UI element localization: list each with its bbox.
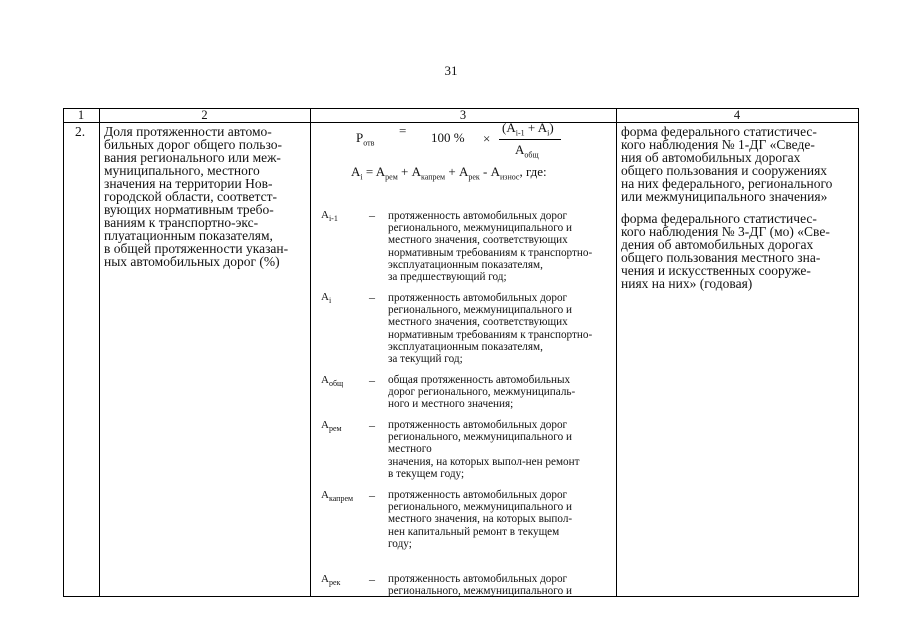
definition-text: протяженность автомобильных дорог регионального, межмуниципального и местного значения, соответствующих нормативным требованиям к транспортно- эксплуатационным показателям, за текущий год; bbox=[388, 292, 593, 366]
formula-subscript: капрем bbox=[421, 172, 446, 182]
definition-symbol: $A_{общ}$ bbox=[321, 374, 344, 389]
definition-dash: – bbox=[369, 488, 375, 502]
formula-symbol: + A bbox=[445, 164, 469, 179]
table-border-right bbox=[858, 108, 859, 597]
formula-symbol: P bbox=[356, 130, 364, 145]
definition-dash: – bbox=[369, 418, 375, 432]
column-header: 1 bbox=[77, 108, 85, 122]
fraction-line bbox=[499, 139, 561, 140]
definition-dash: – bbox=[369, 373, 375, 387]
page-number: 31 bbox=[444, 63, 458, 78]
formula-subscript: износ bbox=[500, 172, 520, 182]
formula-symbol: = A bbox=[362, 164, 386, 179]
formula-equals: = bbox=[399, 123, 407, 138]
formula-symbol: A bbox=[351, 164, 361, 179]
formula-subscript: рек bbox=[468, 172, 480, 182]
formula-symbol: + A bbox=[397, 164, 421, 179]
definition-symbol: $A_i$ bbox=[321, 291, 332, 306]
column-divider bbox=[99, 108, 100, 597]
data-source: форма федерального статистичес- кого наблюдения № 3-ДГ (мо) «Све- дения об автомобильных дорогах общего пользования местного зна- чения и искусственных сооруже- ниях на них» (годовая) bbox=[621, 211, 830, 291]
formula-times: × bbox=[483, 131, 491, 146]
formula-subscript: i-1 bbox=[515, 128, 525, 138]
definition-text: протяженность автомобильных дорог регионального, межмуниципального и местного значения, на которых выпол- нен капитальный ремонт в текущем году; bbox=[388, 489, 573, 550]
formula-subscript: отв bbox=[363, 138, 375, 148]
formula-components bbox=[351, 164, 547, 182]
formula-symbol: A bbox=[515, 142, 525, 157]
definition-text: протяженность автомобильных дорог регионального, межмуниципального и bbox=[388, 573, 572, 598]
column-header: 3 bbox=[459, 108, 467, 122]
formula-denominator bbox=[515, 142, 539, 160]
definition-text: общая протяженность автомобильных дорог регионального, межмуниципаль- ного и местного значения; bbox=[388, 374, 576, 411]
definition-dash: – bbox=[369, 572, 375, 586]
definition-symbol: $A_{капрем}$ bbox=[321, 489, 354, 504]
formula-symbol: - A bbox=[479, 164, 500, 179]
table-border-left bbox=[63, 108, 64, 597]
formula-percent: 100 % bbox=[431, 130, 465, 145]
column-header: 4 bbox=[733, 108, 741, 122]
formula-symbol: (A bbox=[502, 120, 516, 135]
definition-symbol: $A_{рек}$ bbox=[321, 573, 341, 588]
formula-subscript: i bbox=[360, 172, 363, 182]
formula-numerator bbox=[502, 120, 554, 138]
formula-symbol: + A bbox=[524, 120, 548, 135]
formula-symbol: , где: bbox=[519, 164, 547, 179]
header-divider bbox=[63, 122, 859, 123]
data-source: форма федерального статистичес- кого наблюдения № 1-ДГ «Сведе- ния об автомобильных дорогах общего пользования и сооружениях на них федерального, регионального или межмуниципального значения» bbox=[621, 124, 833, 204]
column-divider bbox=[310, 108, 311, 597]
column-header: 2 bbox=[201, 108, 208, 122]
indicator-table bbox=[63, 108, 859, 597]
formula-subscript: i bbox=[547, 128, 550, 138]
definition-text: протяженность автомобильных дорог регионального, межмуниципального и местного значения, соответствующих нормативным требованиям к транспортно- эксплуатационным показателям, за предшествующий год; bbox=[388, 210, 593, 284]
definition-text: протяженность автомобильных дорог регионального, межмуниципального и местного значения, на которых выпол-нен ремонт в текущем году; bbox=[388, 419, 580, 480]
formula-subscript: общ bbox=[524, 150, 539, 160]
definition-symbol: $A_{i-1}$ bbox=[321, 209, 338, 224]
row-number: 2. bbox=[75, 124, 86, 139]
formula-subscript: рем bbox=[385, 172, 398, 182]
definition-dash: – bbox=[369, 290, 375, 304]
definition-symbol: $A_{рем}$ bbox=[321, 419, 342, 434]
definition-dash: – bbox=[369, 208, 375, 222]
formula-symbol: ) bbox=[549, 120, 554, 135]
indicator-name: Доля протяженности автомо- бильных дорог общего пользо- вания регионального или меж- муниципального, местного значения на территории Нов- городской области, соответст- вующих нормативным требо- ваниям к транспортно-экс- плуатационным показателям, в общей протяженности указан- ных автомобильных дорог (%) bbox=[104, 124, 289, 269]
